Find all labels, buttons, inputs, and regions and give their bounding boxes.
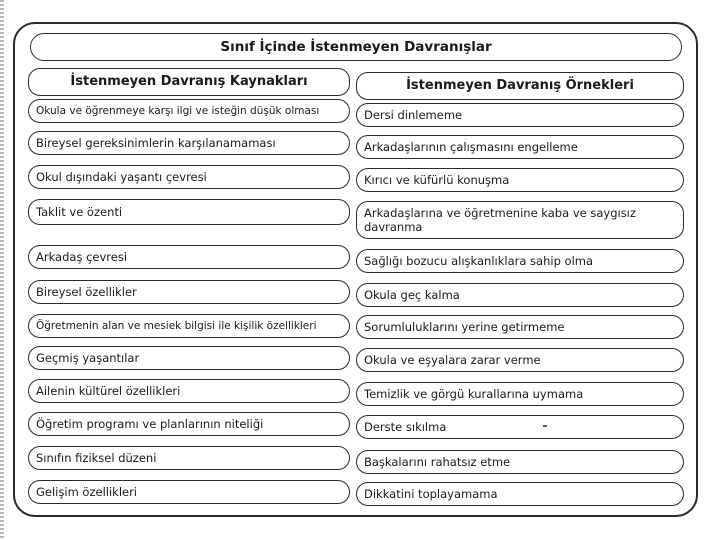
source-item: Geçmiş yaşantılar xyxy=(28,346,350,370)
source-item: Sınıfın fiziksel düzeni xyxy=(28,446,350,470)
source-item: Okul dışındaki yaşantı çevresi xyxy=(28,165,350,189)
example-item: Okula geç kalma xyxy=(356,283,684,307)
source-item: Ailenin kültürel özellikleri xyxy=(28,379,350,403)
example-item: Sağlığı bozucu alışkanlıklara sahip olma xyxy=(356,249,684,273)
example-item: Okula ve eşyalara zarar verme xyxy=(356,348,684,372)
source-item: Taklit ve özenti xyxy=(28,199,350,225)
example-item: Başkalarını rahatsız etme xyxy=(356,450,684,474)
scan-speck xyxy=(543,425,547,427)
example-item: Arkadaşlarına ve öğretmenine kaba ve saygısız davranma xyxy=(356,201,684,239)
example-item: Dersi dinlememe xyxy=(356,103,684,127)
example-item: Temizlik ve görgü kurallarına uymama xyxy=(356,382,684,406)
page-title: Sınıf İçinde İstenmeyen Davranışlar xyxy=(30,33,682,61)
source-item: Öğretim programı ve planlarının niteliği xyxy=(28,412,350,436)
page-edge-shadow xyxy=(0,0,4,540)
example-item: Dikkatini toplayamama xyxy=(356,482,684,506)
source-item: Gelişim özellikleri xyxy=(28,480,350,504)
example-item: Arkadaşlarının çalışmasını engelleme xyxy=(356,135,684,159)
example-item: Kırıcı ve küfürlü konuşma xyxy=(356,168,684,192)
example-item: Derste sıkılma xyxy=(356,415,684,439)
source-item: Okula ve öğrenmeye karşı ilgi ve isteğin düşük olması xyxy=(28,99,350,123)
sources-heading: İstenmeyen Davranış Kaynakları xyxy=(28,68,350,96)
source-item: Öğretmenin alan ve mesiek bilgisi ile kişilik özellikleri xyxy=(28,314,350,338)
examples-heading: İstenmeyen Davranış Örnekleri xyxy=(356,72,684,100)
example-item: Sorumluluklarını yerine getirmeme xyxy=(356,315,684,339)
source-item: Arkadaş çevresi xyxy=(28,245,350,269)
source-item: Bireysel gereksinimlerin karşılanamaması xyxy=(28,131,350,155)
source-item: Bireysel özellikler xyxy=(28,280,350,304)
